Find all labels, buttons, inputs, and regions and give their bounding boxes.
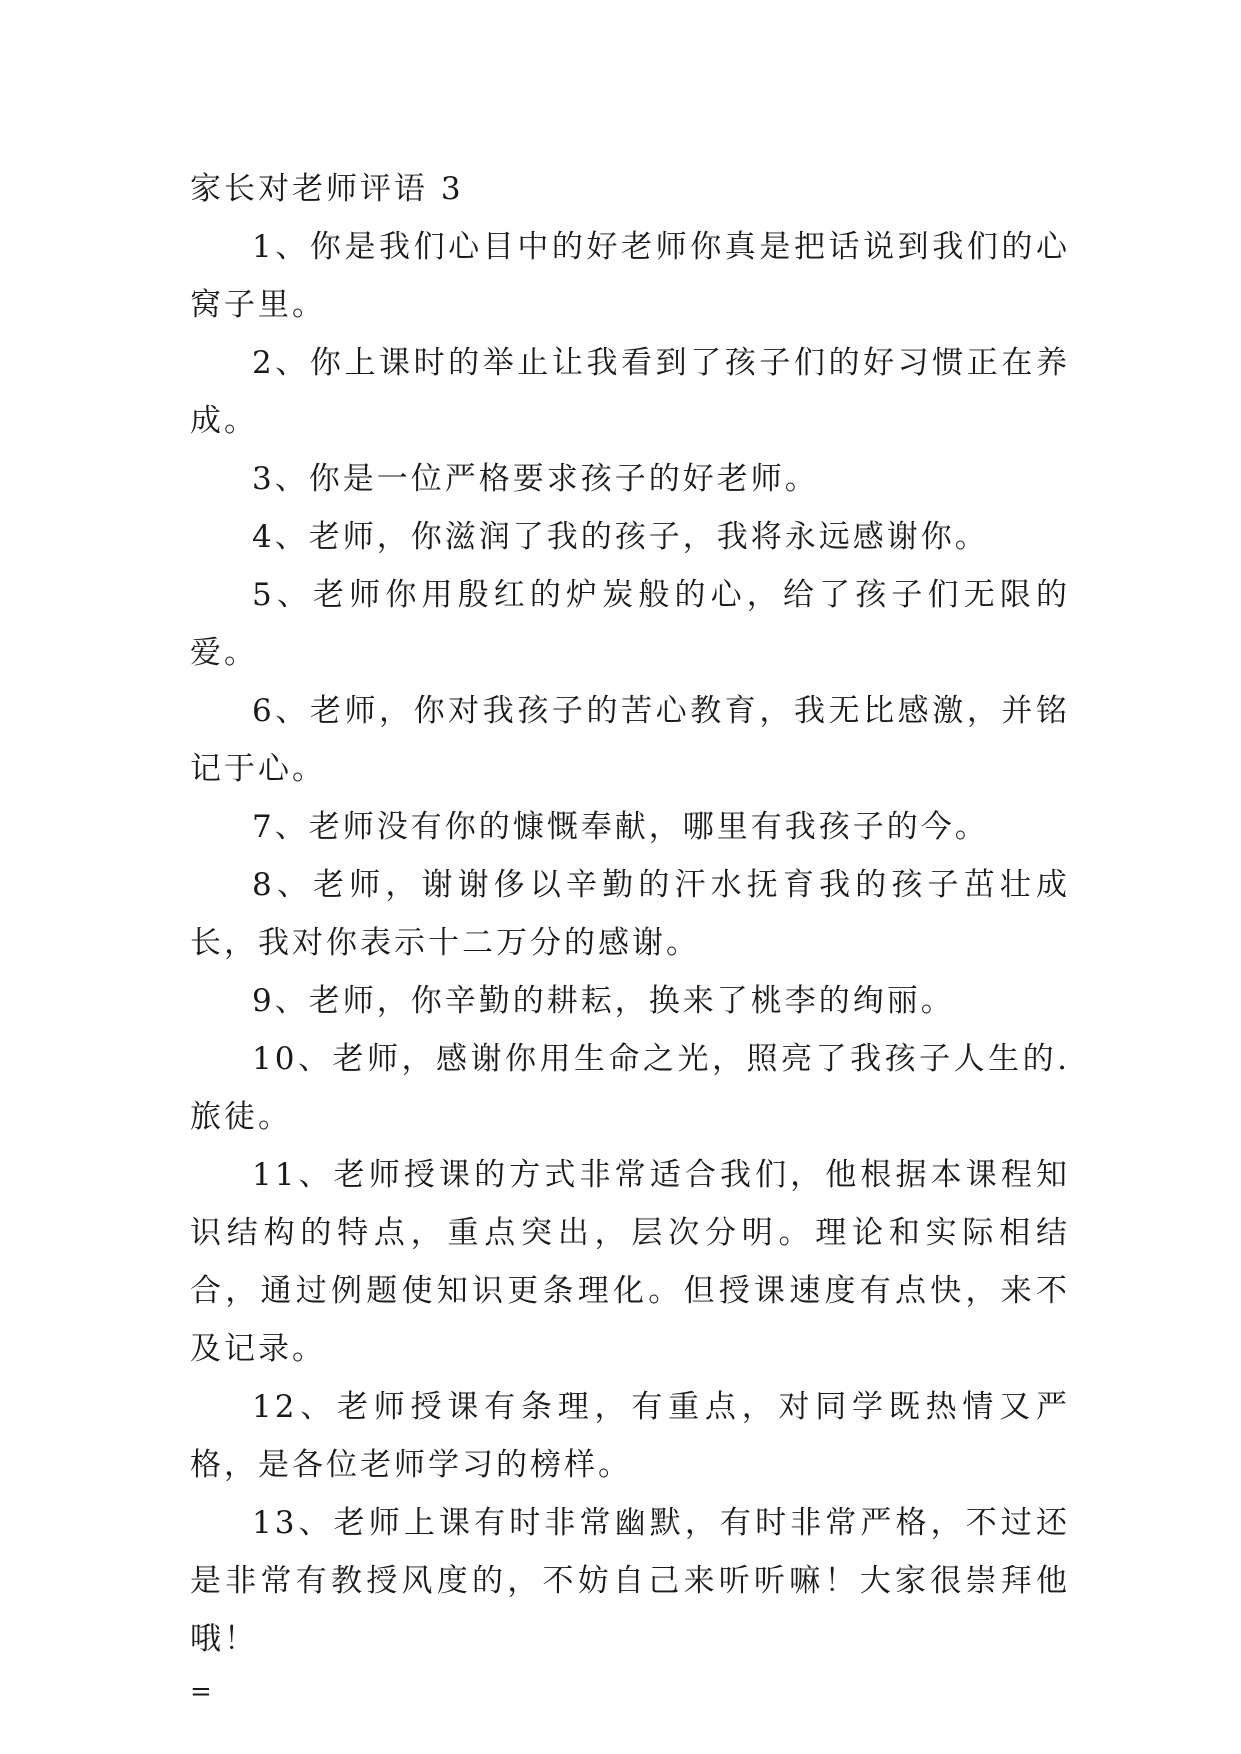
tail-mark: =	[190, 1677, 215, 1707]
paragraph-6: 6、老师，你对我孩子的苦心教育，我无比感激，并铭记于心。	[190, 693, 1070, 787]
paragraph-7: 7、老师没有你的慷慨奉献，哪里有我孩子的今。	[252, 809, 989, 845]
paragraph-13: 13、老师上课有时非常幽默，有时非常严格，不过还是非常有教授风度的，不妨自己来听听嘛！大家很崇拜他哦！	[190, 1505, 1070, 1657]
document-body	[190, 160, 1070, 1716]
paragraph-1: 1、你是我们心目中的好老师你真是把话说到我们的心窝子里。	[190, 229, 1070, 323]
paragraph-12: 12、老师授课有条理，有重点，对同学既热情又严格，是各位老师学习的榜样。	[190, 1389, 1070, 1483]
paragraph-11: 11、老师授课的方式非常适合我们，他根据本课程知识结构的特点，重点突出，层次分明。理论和实际相结合，通过例题使知识更条理化。但授课速度有点快，来不及记录。	[190, 1157, 1070, 1367]
paragraph-4: 4、老师，你滋润了我的孩子，我将永远感谢你。	[252, 519, 989, 555]
paragraph-5: 5、老师你用殷红的炉炭般的心，给了孩子们无限的爱。	[190, 577, 1070, 671]
paragraph-8: 8、老师，谢谢侈以辛勤的汗水抚育我的孩子茁壮成长，我对你表示十二万分的感谢。	[190, 867, 1070, 961]
paragraph-2: 2、你上课时的举止让我看到了孩子们的好习惯正在养成。	[190, 345, 1070, 439]
document-title: 家长对老师评语 3	[190, 171, 464, 207]
paragraph-9: 9、老师，你辛勤的耕耘，换来了桃李的绚丽。	[252, 983, 955, 1019]
paragraph-3: 3、你是一位严格要求孩子的好老师。	[252, 461, 819, 497]
paragraph-10: 10、老师，感谢你用生命之光，照亮了我孩子人生的.旅徒。	[190, 1041, 1070, 1135]
